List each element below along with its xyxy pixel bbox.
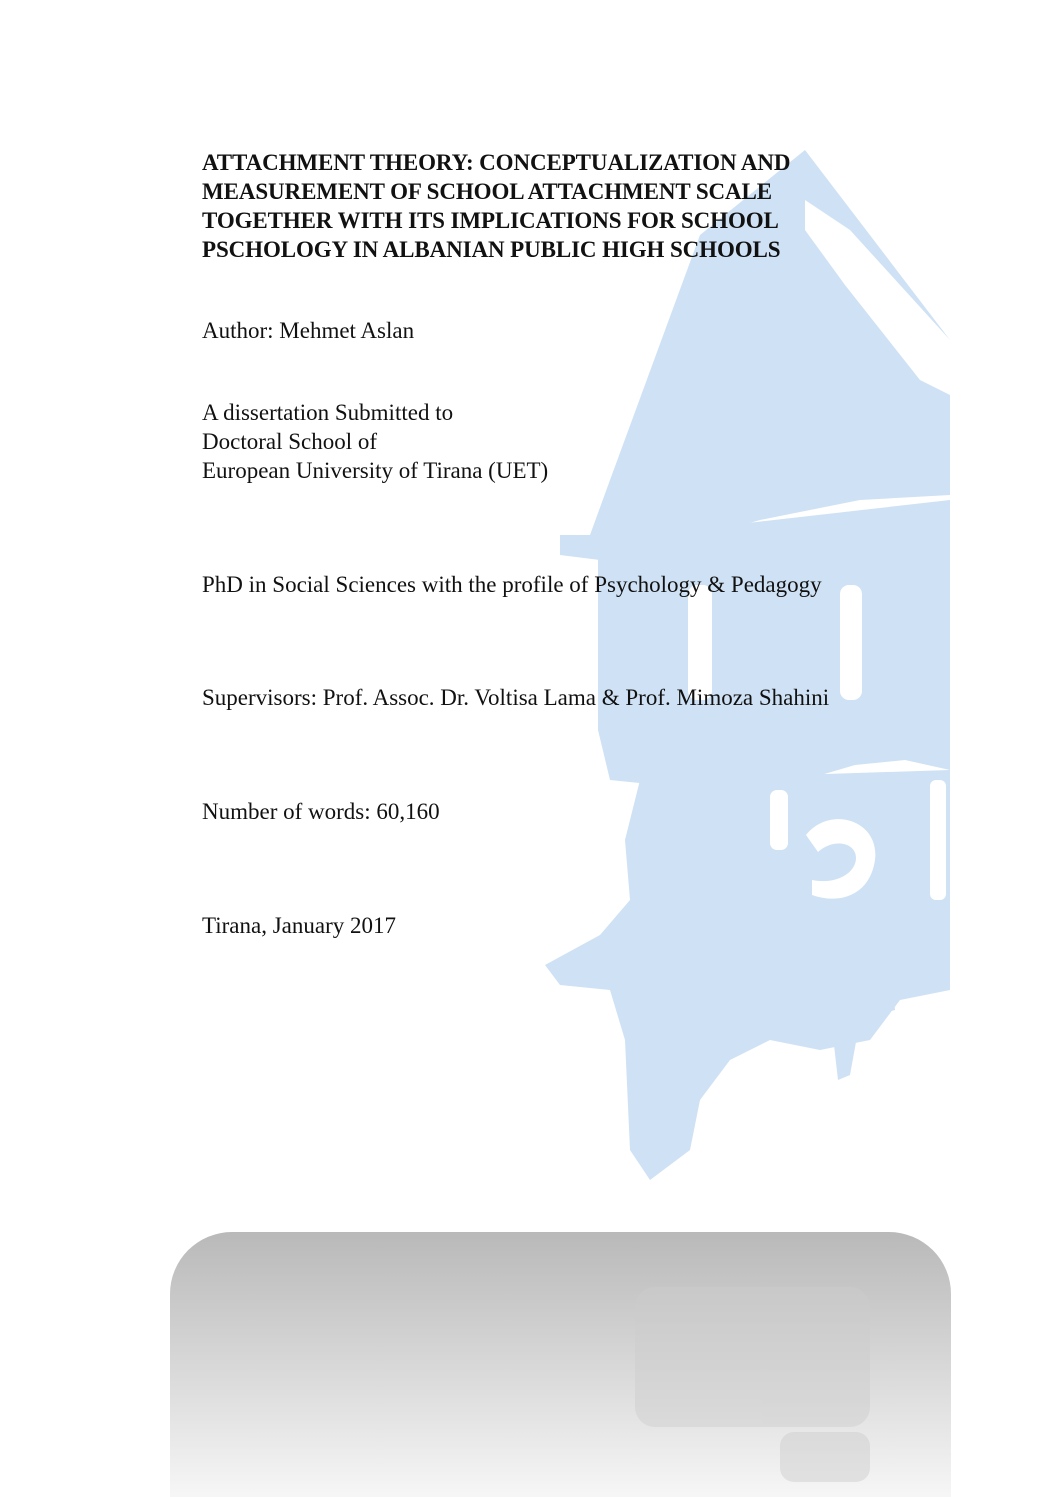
footer-logo-reflection (170, 1232, 951, 1497)
author-line: Author: Mehmet Aslan (202, 318, 415, 343)
title-line-3: TOGETHER WITH ITS IMPLICATIONS FOR SCHOOL (202, 208, 779, 233)
title-line-2: MEASUREMENT OF SCHOOL ATTACHMENT SCALE (202, 179, 773, 204)
submission-line-2: Doctoral School of (202, 429, 378, 454)
place-date-line: Tirana, January 2017 (202, 913, 396, 938)
title-line-4: PSCHOLOGY IN ALBANIAN PUBLIC HIGH SCHOOLS (202, 237, 781, 262)
supervisors-line: Supervisors: Prof. Assoc. Dr. Voltisa Lama & Prof. Mimoza Shahini (202, 685, 830, 710)
word-count-line: Number of words: 60,160 (202, 799, 440, 824)
degree-line: PhD in Social Sciences with the profile of Psychology & Pedagogy (202, 572, 822, 597)
dissertation-title (202, 148, 942, 264)
title-line-1: ATTACHMENT THEORY: CONCEPTUALIZATION AND (202, 150, 791, 175)
submission-line-1: A dissertation Submitted to (202, 400, 454, 425)
submission-line-3: European University of Tirana (UET) (202, 458, 549, 483)
